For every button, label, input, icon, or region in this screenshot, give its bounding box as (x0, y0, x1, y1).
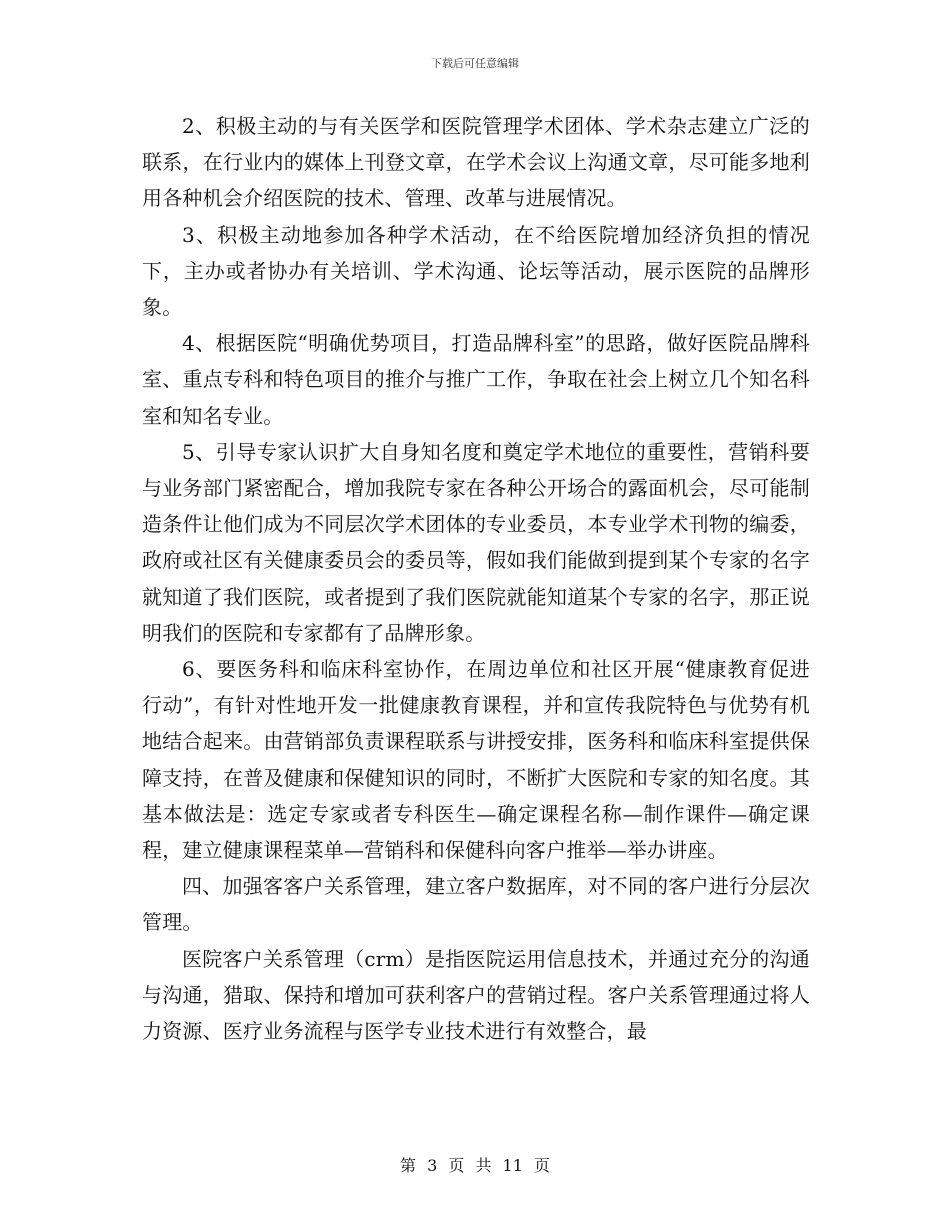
section-heading-four: 四、加强客客户关系管理，建立客户数据库，对不同的客户进行分层次管理。 (142, 874, 810, 935)
paragraph-item-6: 6、要医务科和临床科室协作，在周边单位和社区开展“健康教育促进行动”，有针对性地开发一批健康教育课程，并和宣传我院特色与优势有机地结合起来。由营销部负责课程联系与讲授安排，医务科和临床科室提供保障支持，在普及健康和保健知识的同时，不断扩大医院和专家的知名度。其基本做法是：选定专家或者专科医生—确定课程名称—制作课件—确定课程，建立健康课程菜单—营销科和保健科向客户推举—举办讲座。 (142, 657, 810, 863)
document-body (142, 108, 810, 1049)
paragraph-crm: 医院客户关系管理（crm）是指医院运用信息技术，并通过充分的沟通与沟通，猎取、保持和增加可获利客户的营销过程。客户关系管理通过将人力资源、医疗业务流程与医学专业技术进行有效整合，最 (142, 946, 810, 1044)
paragraph-item-5: 5、引导专家认识扩大自身知名度和奠定学术地位的重要性，营销科要与业务部门紧密配合，增加我院专家在各种公开场合的露面机会，尽可能制造条件让他们成为不同层次学术团体的专业委员，本专业学术刊物的编委，政府或社区有关健康委员会的委员等，假如我们能做到提到某个专家的名字就知道了我们医院，或者提到了我们医院就能知道某个专家的名字，那正说明我们的医院和专家都有了品牌形象。 (142, 439, 810, 645)
paragraph-item-4: 4、根据医院“明确优势项目，打造品牌科室”的思路，做好医院品牌科室、重点专科和特色项目的推介与推广工作，争取在社会上树立几个知名科室和知名专业。 (142, 331, 810, 428)
paragraph-item-3: 3、积极主动地参加各种学术活动，在不给医院增加经济负担的情况下，主办或者协办有关培训、学术沟通、论坛等活动，展示医院的品牌形象。 (142, 222, 810, 320)
page-number-footer: 第 3 页 共 11 页 (400, 1156, 550, 1175)
page-header: 下载后可任意编辑 (431, 57, 519, 70)
paragraph-item-2: 2、积极主动的与有关医学和医院管理学术团体、学术杂志建立广泛的联系，在行业内的媒体上刊登文章，在学术会议上沟通文章，尽可能多地利用各种机会介绍医院的技术、管理、改革与进展情况。 (142, 114, 810, 211)
